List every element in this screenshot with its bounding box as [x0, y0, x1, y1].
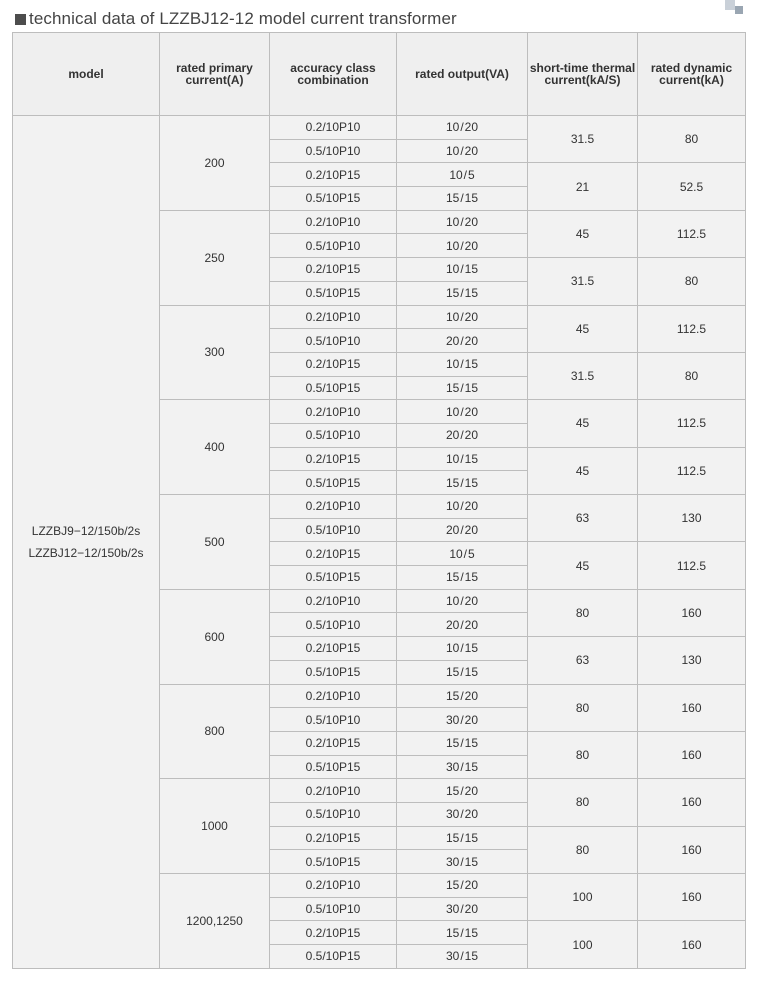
thermal-current-cell: 80	[528, 684, 638, 731]
rated-primary-current-cell: 250	[160, 210, 270, 305]
dynamic-current-cell: 112.5	[638, 305, 746, 352]
accuracy-class-cell: 0.5/10P15	[270, 660, 397, 684]
rated-primary-current-cell: 500	[160, 495, 270, 590]
accuracy-class-cell: 0.2/10P10	[270, 495, 397, 519]
dynamic-current-cell: 112.5	[638, 447, 746, 494]
table-header-row	[13, 33, 746, 116]
rated-output-cell: 15 / 15	[397, 471, 528, 495]
accuracy-class-cell: 0.2/10P10	[270, 400, 397, 424]
rated-output-cell: 30 / 15	[397, 755, 528, 779]
dynamic-current-cell: 160	[638, 731, 746, 778]
accuracy-class-cell: 0.5/10P15	[270, 281, 397, 305]
rated-output-cell: 15 / 20	[397, 779, 528, 803]
bullet-square-icon	[15, 14, 26, 25]
accuracy-class-cell: 0.2/10P15	[270, 731, 397, 755]
accuracy-class-cell: 0.2/10P15	[270, 542, 397, 566]
accuracy-class-cell: 0.5/10P15	[270, 850, 397, 874]
rated-output-cell: 10 / 5	[397, 163, 528, 187]
dynamic-current-cell: 160	[638, 921, 746, 968]
rated-output-cell: 10 / 5	[397, 542, 528, 566]
rated-output-cell: 15 / 15	[397, 187, 528, 211]
rated-output-cell: 15 / 20	[397, 684, 528, 708]
header-accuracy-class: accuracy class combination	[270, 33, 397, 116]
dynamic-current-cell: 160	[638, 874, 746, 921]
accuracy-class-cell: 0.5/10P10	[270, 518, 397, 542]
header-rated-primary-current: rated primary current(A)	[160, 33, 270, 116]
rated-output-cell: 10 / 20	[397, 400, 528, 424]
header-short-time-thermal-current: short-time thermal current(kA/S)	[528, 33, 638, 116]
rated-output-cell: 15 / 15	[397, 376, 528, 400]
table-row	[13, 116, 746, 140]
accuracy-class-cell: 0.2/10P10	[270, 684, 397, 708]
accuracy-class-cell: 0.5/10P15	[270, 187, 397, 211]
dynamic-current-cell: 80	[638, 258, 746, 305]
thermal-current-cell: 80	[528, 589, 638, 636]
dynamic-current-cell: 112.5	[638, 210, 746, 257]
rated-output-cell: 15 / 15	[397, 660, 528, 684]
accuracy-class-cell: 0.2/10P15	[270, 352, 397, 376]
accuracy-class-cell: 0.5/10P15	[270, 755, 397, 779]
thermal-current-cell: 31.5	[528, 352, 638, 399]
thermal-current-cell: 45	[528, 305, 638, 352]
rated-primary-current-cell: 300	[160, 305, 270, 400]
dynamic-current-cell: 112.5	[638, 542, 746, 589]
accuracy-class-cell: 0.2/10P10	[270, 589, 397, 613]
model-name: LZZBJ9−12/150b/2s	[31, 523, 141, 538]
accuracy-class-cell: 0.5/10P15	[270, 471, 397, 495]
rated-output-cell: 30 / 20	[397, 802, 528, 826]
accuracy-class-cell: 0.2/10P10	[270, 305, 397, 329]
thermal-current-cell: 100	[528, 921, 638, 968]
rated-output-cell: 10 / 20	[397, 234, 528, 258]
corner-logo-icon	[725, 0, 745, 16]
rated-output-cell: 20 / 20	[397, 518, 528, 542]
rated-output-cell: 10 / 20	[397, 116, 528, 140]
rated-output-cell: 15 / 15	[397, 731, 528, 755]
dynamic-current-cell: 130	[638, 495, 746, 542]
rated-output-cell: 10 / 15	[397, 447, 528, 471]
thermal-current-cell: 31.5	[528, 258, 638, 305]
accuracy-class-cell: 0.2/10P15	[270, 163, 397, 187]
rated-output-cell: 20 / 20	[397, 423, 528, 447]
accuracy-class-cell: 0.2/10P15	[270, 258, 397, 282]
rated-output-cell: 20 / 20	[397, 613, 528, 637]
rated-output-cell: 10 / 15	[397, 352, 528, 376]
accuracy-class-cell: 0.2/10P15	[270, 447, 397, 471]
accuracy-class-cell: 0.5/10P10	[270, 423, 397, 447]
model-name: LZZBJ12−12/150b/2s	[28, 545, 144, 560]
thermal-current-cell: 80	[528, 826, 638, 873]
accuracy-class-cell: 0.2/10P10	[270, 210, 397, 234]
dynamic-current-cell: 52.5	[638, 163, 746, 210]
page-title	[15, 8, 457, 30]
accuracy-class-cell: 0.2/10P15	[270, 921, 397, 945]
dynamic-current-cell: 160	[638, 684, 746, 731]
dynamic-current-cell: 160	[638, 779, 746, 826]
thermal-current-cell: 63	[528, 495, 638, 542]
rated-output-cell: 15 / 15	[397, 281, 528, 305]
rated-output-cell: 10 / 20	[397, 589, 528, 613]
rated-output-cell: 30 / 15	[397, 850, 528, 874]
thermal-current-cell: 45	[528, 400, 638, 447]
thermal-current-cell: 45	[528, 210, 638, 257]
rated-primary-current-cell: 600	[160, 589, 270, 684]
accuracy-class-cell: 0.5/10P15	[270, 376, 397, 400]
accuracy-class-cell: 0.5/10P10	[270, 613, 397, 637]
spec-table	[12, 32, 746, 969]
rated-output-cell: 10 / 15	[397, 258, 528, 282]
accuracy-class-cell: 0.5/10P15	[270, 945, 397, 969]
model-cell	[13, 116, 160, 969]
rated-output-cell: 15 / 15	[397, 921, 528, 945]
dynamic-current-cell: 130	[638, 637, 746, 684]
dynamic-current-cell: 80	[638, 116, 746, 163]
accuracy-class-cell: 0.5/10P10	[270, 139, 397, 163]
accuracy-class-cell: 0.5/10P10	[270, 329, 397, 353]
accuracy-class-cell: 0.5/10P10	[270, 708, 397, 732]
thermal-current-cell: 100	[528, 874, 638, 921]
accuracy-class-cell: 0.5/10P10	[270, 234, 397, 258]
accuracy-class-cell: 0.5/10P10	[270, 897, 397, 921]
rated-output-cell: 20 / 20	[397, 329, 528, 353]
rated-output-cell: 10 / 20	[397, 305, 528, 329]
thermal-current-cell: 31.5	[528, 116, 638, 163]
rated-output-cell: 10 / 20	[397, 139, 528, 163]
rated-primary-current-cell: 200	[160, 116, 270, 211]
rated-primary-current-cell: 800	[160, 684, 270, 779]
title-text: technical data of LZZBJ12-12 model current transformer	[29, 9, 457, 28]
rated-output-cell: 15 / 15	[397, 826, 528, 850]
dynamic-current-cell: 80	[638, 352, 746, 399]
rated-primary-current-cell: 1000	[160, 779, 270, 874]
thermal-current-cell: 45	[528, 542, 638, 589]
dynamic-current-cell: 160	[638, 589, 746, 636]
dynamic-current-cell: 112.5	[638, 400, 746, 447]
rated-primary-current-cell: 1200,1250	[160, 874, 270, 969]
accuracy-class-cell: 0.5/10P15	[270, 566, 397, 590]
rated-output-cell: 15 / 20	[397, 874, 528, 898]
rated-output-cell: 15 / 15	[397, 566, 528, 590]
thermal-current-cell: 21	[528, 163, 638, 210]
rated-output-cell: 30 / 15	[397, 945, 528, 969]
accuracy-class-cell: 0.2/10P10	[270, 779, 397, 803]
header-model: model	[13, 33, 160, 116]
accuracy-class-cell: 0.2/10P10	[270, 874, 397, 898]
header-rated-output: rated output(VA)	[397, 33, 528, 116]
accuracy-class-cell: 0.2/10P15	[270, 637, 397, 661]
thermal-current-cell: 80	[528, 731, 638, 778]
dynamic-current-cell: 160	[638, 826, 746, 873]
rated-output-cell: 30 / 20	[397, 708, 528, 732]
rated-primary-current-cell: 400	[160, 400, 270, 495]
accuracy-class-cell: 0.2/10P10	[270, 116, 397, 140]
rated-output-cell: 30 / 20	[397, 897, 528, 921]
rated-output-cell: 10 / 20	[397, 495, 528, 519]
accuracy-class-cell: 0.5/10P10	[270, 802, 397, 826]
thermal-current-cell: 80	[528, 779, 638, 826]
rated-output-cell: 10 / 20	[397, 210, 528, 234]
header-rated-dynamic-current: rated dynamic current(kA)	[638, 33, 746, 116]
thermal-current-cell: 63	[528, 637, 638, 684]
thermal-current-cell: 45	[528, 447, 638, 494]
accuracy-class-cell: 0.2/10P15	[270, 826, 397, 850]
rated-output-cell: 10 / 15	[397, 637, 528, 661]
